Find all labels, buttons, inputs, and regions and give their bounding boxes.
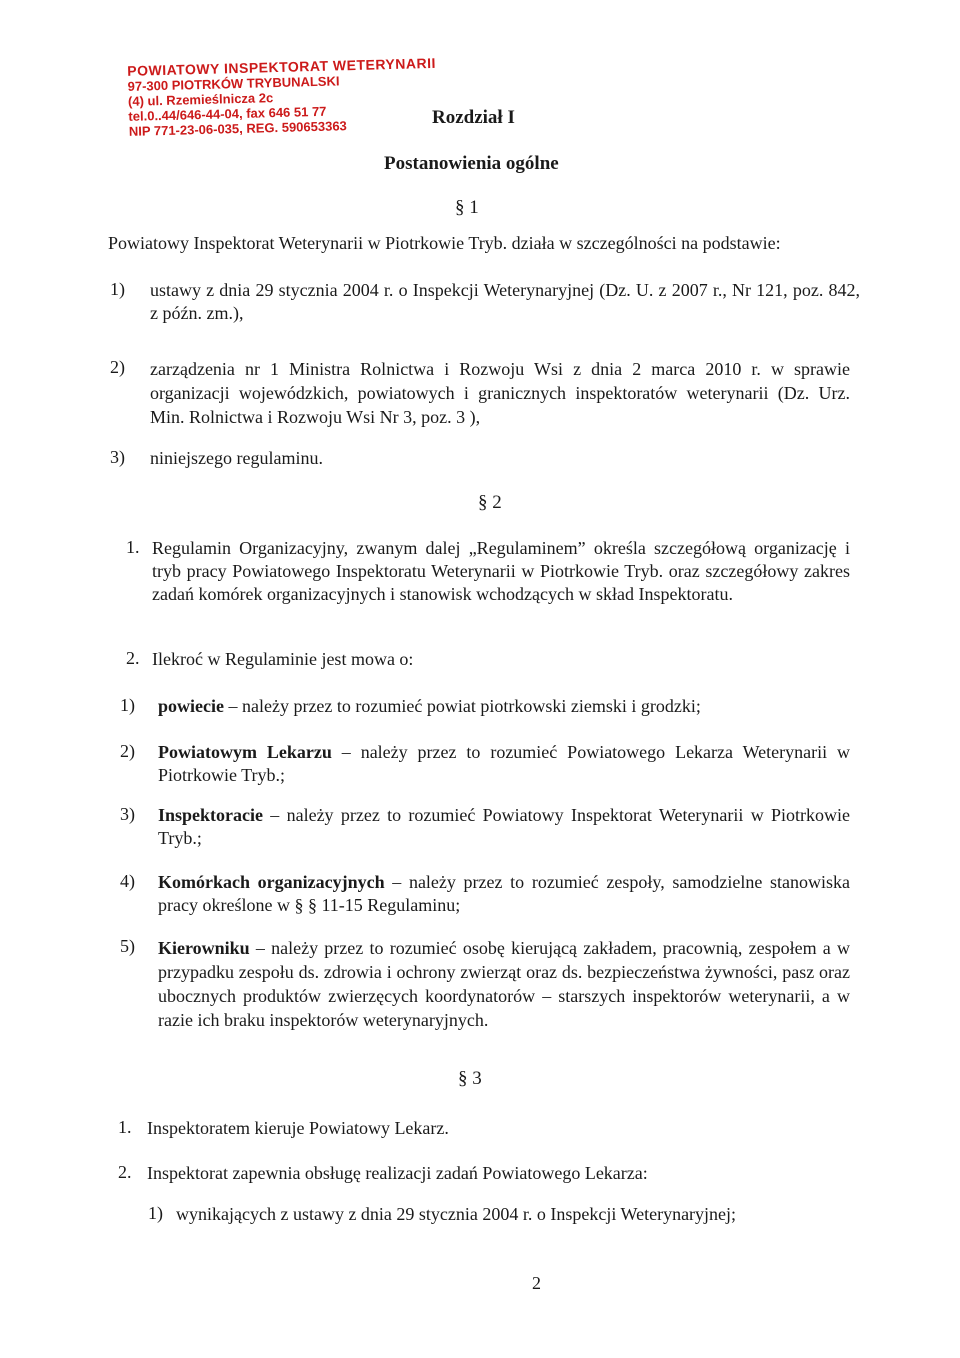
chapter-subtitle: Postanowienia ogólne bbox=[384, 153, 559, 174]
definition-item bbox=[158, 695, 850, 718]
list-number: 1. bbox=[118, 1117, 132, 1137]
list-number: 5) bbox=[120, 936, 135, 956]
paragraph: Inspektoratem kieruje Powiatowy Lekarz. bbox=[147, 1118, 449, 1138]
list-number: 2) bbox=[110, 357, 125, 377]
definition-text: – należy przez to rozumieć osobę kierującą zakładem, pracownią, zespołem a w przypadku zespołu ds. zdrowia i ochrony zwierząt oraz ds. bezpieczeństwa żywności, pasz oraz ubocznych produktów zwierzęcych koordynatorów – starszych inspektorów weterynarii, a w razie ich braku inspektorów weterynaryjnych. bbox=[158, 938, 850, 1030]
stamp-line: NIP 771-23-06-035, REG. 590653363 bbox=[128, 118, 347, 139]
definition-term: Powiatowym Lekarzu bbox=[158, 742, 332, 762]
definition-item bbox=[158, 741, 850, 787]
office-stamp bbox=[127, 54, 437, 139]
list-number: 1. bbox=[126, 537, 140, 557]
chapter-title: Rozdział I bbox=[432, 107, 515, 128]
list-item: niniejszego regulaminu. bbox=[150, 448, 323, 468]
paragraph: Ilekroć w Regulaminie jest mowa o: bbox=[152, 649, 414, 669]
section-heading: § 2 bbox=[478, 492, 502, 513]
definition-term: powiecie bbox=[158, 696, 224, 716]
section-heading: § 3 bbox=[458, 1068, 482, 1089]
section-heading: § 1 bbox=[455, 197, 479, 218]
paragraph: Inspektorat zapewnia obsługę realizacji zadań Powiatowego Lekarza: bbox=[147, 1163, 648, 1183]
list-number: 3) bbox=[120, 804, 135, 824]
definition-text: – należy przez to rozumieć powiat piotrkowski ziemski i grodzki; bbox=[223, 696, 701, 716]
list-number: 2) bbox=[120, 741, 135, 761]
definition-term: Inspektoracie bbox=[158, 805, 263, 825]
definition-text: – należy przez to rozumieć zespoły, samodzielne stanowiska pracy określone w § § 11-15 Regulaminu; bbox=[158, 872, 851, 915]
stamp-line: 97-300 PIOTRKÓW TRYBUNALSKI bbox=[127, 73, 340, 94]
definition-text: – należy przez to rozumieć Powiatowego Lekarza Weterynarii w Piotrkowie Tryb.; bbox=[158, 742, 851, 785]
stamp-line: (4) ul. Rzemieślnicza 2c bbox=[127, 90, 274, 109]
list-number: 1) bbox=[148, 1203, 163, 1223]
list-item: wynikających z ustawy z dnia 29 stycznia 2004 r. o Inspekcji Weterynaryjnej; bbox=[176, 1204, 737, 1224]
definition-term: Komórkach organizacyjnych bbox=[158, 872, 385, 892]
stamp-line: tel.0..44/646-44-04, fax 646 51 77 bbox=[128, 103, 327, 124]
definition-item bbox=[158, 936, 850, 1032]
list-number: 2. bbox=[126, 648, 140, 668]
page-number: 2 bbox=[532, 1273, 541, 1293]
paragraph: Regulamin Organizacyjny, zwanym dalej „Regulaminem” określa szczegółową organizację i tryb pracy Powiatowego Inspektoratu Weterynarii w Piotrkowie Tryb. oraz szczegółowy zakres zadań komórek organizacyjnych i stanowisk wchodzących w skład Inspektoratu. bbox=[152, 538, 850, 604]
list-number: 2. bbox=[118, 1162, 132, 1182]
section-intro: Powiatowy Inspektorat Weterynarii w Piotrkowie Tryb. działa w szczególności na podstawie: bbox=[108, 233, 781, 253]
list-number: 4) bbox=[120, 871, 135, 891]
definition-text: – należy przez to rozumieć Powiatowy Inspektorat Weterynarii w Piotrkowie Tryb.; bbox=[158, 805, 850, 848]
list-number: 3) bbox=[110, 447, 125, 467]
list-number: 1) bbox=[120, 695, 135, 715]
list-item: ustawy z dnia 29 stycznia 2004 r. o Inspekcji Weterynaryjnej (Dz. U. z 2007 r., Nr 121, poz. 842, z późn. zm.), bbox=[150, 280, 860, 323]
definition-item bbox=[158, 804, 850, 850]
list-item: zarządzenia nr 1 Ministra Rolnictwa i Rozwoju Wsi z dnia 2 marca 2010 r. w sprawie organizacji wojewódzkich, powiatowych i granicznych inspektoratów weterynarii (Dz. Urz. Min. Rolnictwa i Rozwoju Wsi Nr 3, poz. 3 ), bbox=[150, 359, 850, 427]
stamp-line: POWIATOWY INSPEKTORAT WETERYNARII bbox=[127, 54, 437, 79]
definition-item bbox=[158, 871, 850, 917]
list-number: 1) bbox=[110, 279, 125, 299]
definition-term: Kierowniku bbox=[158, 938, 250, 958]
